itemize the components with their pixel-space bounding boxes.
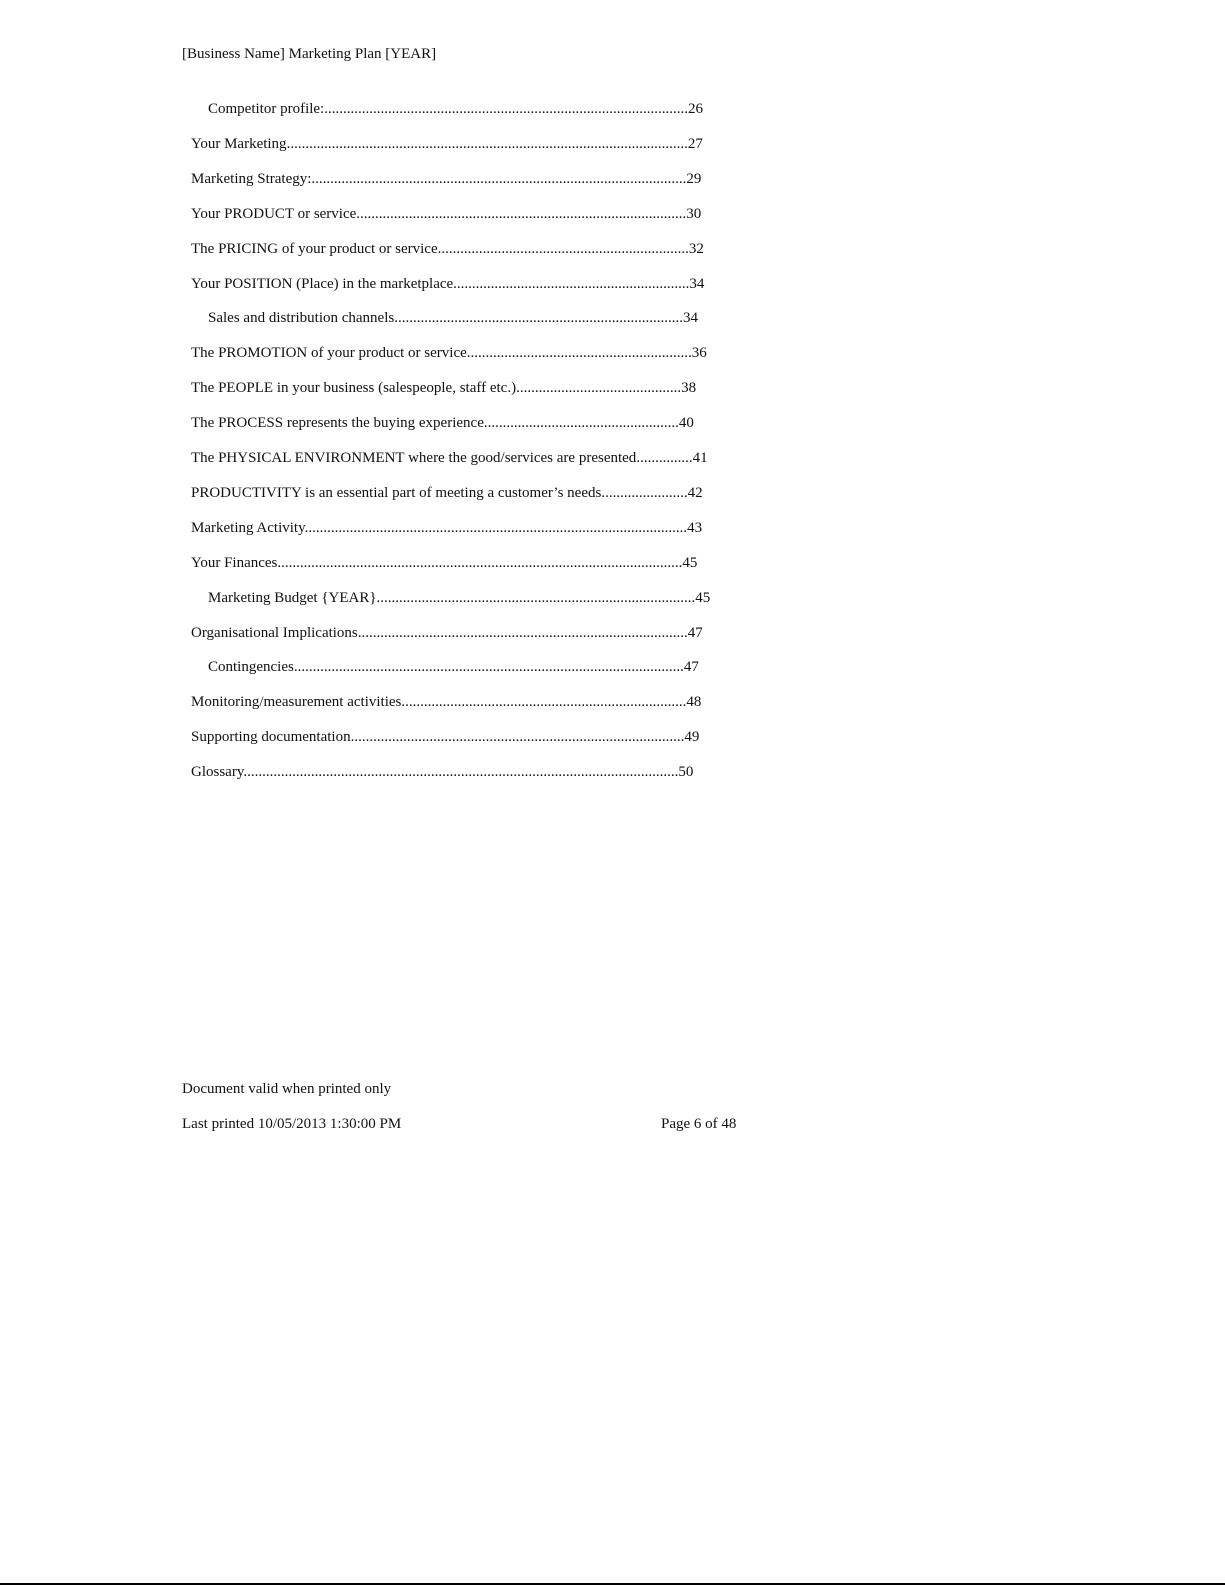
toc-entry[interactable] — [191, 274, 705, 294]
toc-entry-page: 47 — [687, 624, 703, 641]
toc-dot-leader: ......................................................................................... — [350, 729, 685, 746]
toc-entry[interactable] — [191, 169, 702, 189]
toc-entry-page: 34 — [689, 275, 705, 292]
toc-entry-title: Marketing Activity — [191, 519, 305, 536]
toc-entry[interactable] — [191, 413, 694, 433]
toc-entry-page: 47 — [683, 659, 699, 676]
toc-entry[interactable] — [191, 378, 698, 398]
toc-entry-page: 43 — [687, 519, 703, 536]
toc-entry-page: 34 — [682, 310, 698, 327]
toc-entry[interactable] — [191, 134, 706, 154]
toc-dot-leader: ...................................................................................................... — [304, 519, 688, 536]
toc-entry-page: 45 — [695, 589, 711, 606]
toc-entry[interactable] — [191, 239, 705, 259]
toc-entry-title: Organisational Implications — [191, 624, 358, 641]
toc-entry-page: 36 — [691, 345, 707, 362]
toc-entry-page: 26 — [687, 101, 703, 117]
toc-entry[interactable] — [191, 727, 701, 747]
toc-dot-leader: ............................................................................. — [394, 310, 683, 327]
toc-dot-leader: .................................................................................................... — [311, 170, 687, 187]
toc-entry-title: Marketing Strategy: — [191, 170, 312, 187]
toc-entry-title: Your Finances — [191, 554, 278, 571]
toc-entry-title: The PROMOTION of your product or service — [191, 345, 467, 362]
toc-entry-title: PRODUCTIVITY is an essential part of meeting a customer’s needs — [191, 484, 602, 501]
toc-entry[interactable] — [191, 204, 705, 224]
toc-entry[interactable] — [208, 308, 698, 328]
running-header: [Business Name] Marketing Plan [YEAR] — [182, 46, 437, 62]
toc-entry-page: 30 — [686, 205, 702, 222]
toc-entry-page: 48 — [686, 694, 702, 711]
toc-entry[interactable] — [191, 343, 707, 363]
toc-entry[interactable] — [191, 448, 709, 468]
toc-entry[interactable] — [191, 518, 706, 538]
toc-entry-page: 42 — [687, 484, 703, 501]
toc-dot-leader: ........................................................................................................... — [286, 135, 688, 152]
footer-last-printed: Last printed 10/05/2013 1:30:00 PM — [182, 1116, 402, 1132]
toc-dot-leader: ............................................ — [516, 380, 682, 397]
toc-entry-title: The PROCESS represents the buying experience — [191, 415, 484, 432]
toc-entry-title: The PHYSICAL ENVIRONMENT where the good/services are presented — [191, 450, 637, 466]
footer-page-number: Page 6 of 48 — [661, 1116, 737, 1132]
toc-entry-page: 27 — [687, 135, 703, 152]
toc-entry-title: Marketing Budget {YEAR} — [208, 589, 377, 606]
toc-dot-leader: ............................................................................................................ — [277, 554, 683, 571]
toc-dot-leader: ............................................................................ — [401, 694, 687, 711]
toc-dot-leader: ........................................................................................ — [357, 624, 688, 641]
toc-dot-leader: ........................................................................................................ — [293, 659, 684, 676]
toc-entry-page: 40 — [678, 415, 694, 432]
toc-entry-title: Competitor profile: — [208, 101, 325, 117]
footer-validity-note: Document valid when printed only — [182, 1081, 392, 1097]
toc-dot-leader: ............................................................ — [466, 345, 692, 362]
toc-entry[interactable] — [191, 623, 703, 643]
toc-entry-title: Glossary — [191, 764, 244, 781]
toc-entry-page: 45 — [682, 554, 698, 571]
toc-dot-leader: ..................................................................................... — [376, 589, 696, 606]
toc-entry[interactable] — [191, 483, 703, 503]
toc-entry-page: 32 — [688, 240, 704, 257]
toc-entry-title: The PRICING of your product or service — [191, 240, 438, 257]
toc-dot-leader: ................................................................... — [437, 240, 689, 257]
toc-dot-leader: ........................................................................................ — [356, 205, 687, 222]
toc-dot-leader: .................................................................................................................... — [243, 764, 679, 781]
toc-entry[interactable] — [191, 553, 698, 573]
toc-entry-page: 41 — [692, 450, 708, 466]
toc-entry[interactable] — [208, 588, 713, 608]
toc-entry-page: 50 — [678, 764, 694, 781]
toc-entry-title: Your POSITION (Place) in the marketplace — [191, 275, 454, 292]
toc-entry-title: Your PRODUCT or service — [191, 205, 357, 222]
toc-entry-title: Your Marketing — [191, 135, 287, 152]
toc-dot-leader: ................................................................................................. — [324, 101, 688, 117]
toc-entry-title: The PEOPLE in your business (salespeople, staff etc.) — [191, 380, 517, 397]
toc-entry-title: Contingencies — [208, 659, 294, 676]
toc-entry-page: 38 — [681, 380, 697, 397]
toc-entry-page: 49 — [684, 729, 700, 746]
toc-entry-page: 29 — [686, 170, 702, 187]
toc-dot-leader: ............... — [636, 450, 693, 466]
toc-dot-leader: ....................... — [601, 484, 688, 501]
toc-entry[interactable] — [208, 99, 706, 119]
toc-entry[interactable] — [191, 762, 698, 782]
toc-dot-leader: .................................................... — [483, 415, 679, 432]
toc-entry[interactable] — [191, 692, 703, 712]
toc-entry-title: Supporting documentation — [191, 729, 351, 746]
toc-entry-title: Sales and distribution channels — [208, 310, 395, 327]
toc-entry-title: Monitoring/measurement activities — [191, 694, 402, 711]
toc-dot-leader: ............................................................... — [453, 275, 690, 292]
toc-entry[interactable] — [208, 657, 701, 677]
